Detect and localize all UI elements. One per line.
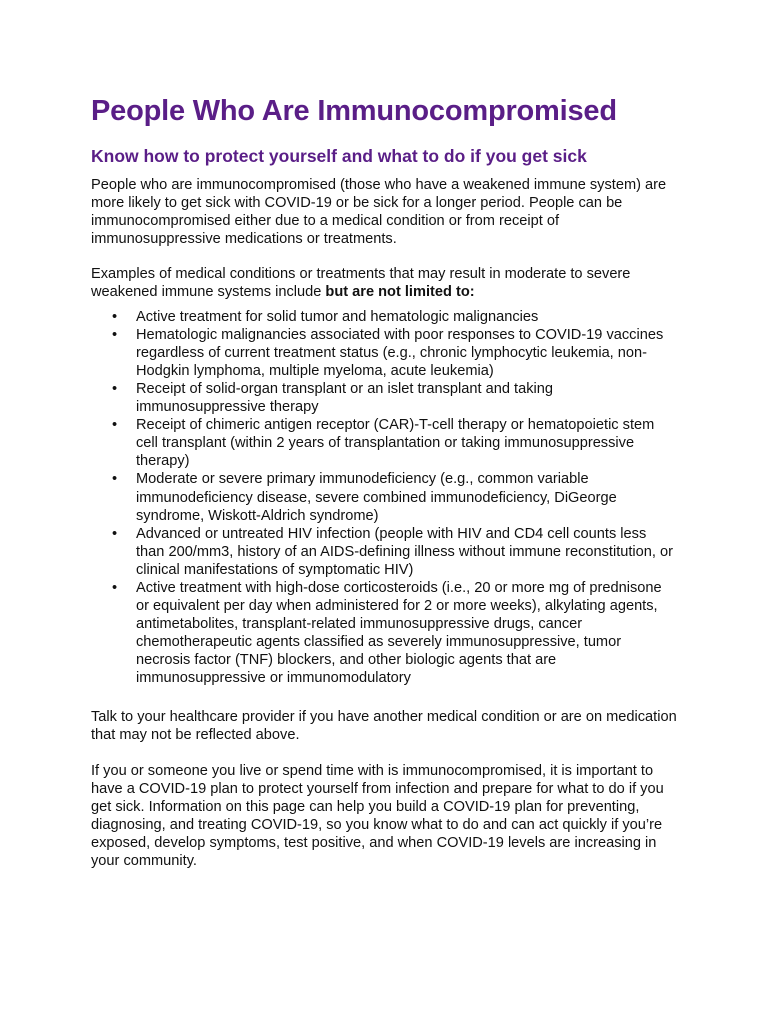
bullet-icon: •: [112, 417, 118, 434]
page-subtitle: Know how to protect yourself and what to do if you get sick: [91, 146, 587, 166]
bullet-icon: •: [112, 525, 118, 542]
bullet-icon: •: [112, 471, 118, 488]
list-item: [112, 579, 681, 688]
list-item-text: Receipt of solid-organ transplant or an islet transplant and taking immunosuppressive therapy: [136, 380, 553, 416]
bullet-icon: •: [112, 579, 118, 596]
list-item-text: Active treatment for solid tumor and hematologic malignancies: [136, 308, 539, 325]
list-item: [112, 326, 681, 380]
list-item: [112, 525, 681, 579]
list-item: [112, 416, 681, 470]
list-item-text: Hematologic malignancies associated with poor responses to COVID-19 vaccines regardless of current treatment status (e.g., chronic lymphocytic leukemia, non-Hodgkin lymphoma, multiple myeloma, acute leukemia): [136, 326, 664, 379]
bullet-icon: •: [112, 308, 118, 325]
list-item-text: Moderate or severe primary immunodeficiency (e.g., common variable immunodeficiency disease, severe combined immunodeficiency, DiGeorge syndrome, Wiskott-Aldrich syndrome): [136, 471, 617, 524]
page-title: People Who Are Immunocompromised: [91, 95, 617, 127]
document-page: [91, 92, 681, 870]
intro-paragraph: People who are immunocompromised (those who have a weakened immune system) are more likely to get sick with COVID-19 or be sick for a longer period. People can be immunocompromised either due to a medical condition or from receipt of immunosuppressive medications or treatments.: [91, 177, 667, 248]
examples-emphasis-text: but are not limited to:: [325, 284, 475, 301]
bullet-icon: •: [112, 380, 118, 397]
list-item-text: Active treatment with high-dose corticosteroids (i.e., 20 or more mg of prednisone or equivalent per day when administered for 2 or more weeks), alkylating agents, antimetabolites, transplant-related immunosuppressive drugs, cancer chemotherapeutic agents classified as severely immunosuppressive, tumor necrosis factor (TNF) blockers, and other biologic agents that are immunosuppressive or immunomodulatory: [136, 579, 662, 687]
list-item: [112, 308, 681, 326]
list-item: [112, 470, 681, 524]
talk-to-provider-paragraph: Talk to your healthcare provider if you have another medical condition or are on medication that may not be reflected above.: [91, 708, 677, 743]
list-item-text: Advanced or untreated HIV infection (people with HIV and CD4 cell counts less than 200/mm3, history of an AIDS-defining illness without immune reconstitution, or clinical manifestations of symptomatic HIV): [136, 525, 673, 578]
list-item-text: Receipt of chimeric antigen receptor (CAR)-T-cell therapy or hematopoietic stem cell transplant (within 2 years of transplantation or taking immunosuppressive therapy): [136, 417, 655, 470]
examples-paragraph: [91, 265, 681, 301]
covid-plan-paragraph: If you or someone you live or spend time with is immunocompromised, it is important to have a COVID-19 plan to protect yourself from infection and prepare for what to do if you get sick. Information on this page can help you build a COVID-19 plan for preventing, diagnosing, and treating COVID-19, so you know what to do and can act quickly if you’re exposed, develop symptoms, test positive, and when COVID-19 levels are increasing in your community.: [91, 762, 664, 870]
examples-lead-text: Examples of medical conditions or treatments that may result in moderate to severe weakened immune systems include: [91, 266, 631, 301]
list-item: [112, 380, 681, 416]
conditions-list: [91, 308, 681, 688]
bullet-icon: •: [112, 326, 118, 343]
